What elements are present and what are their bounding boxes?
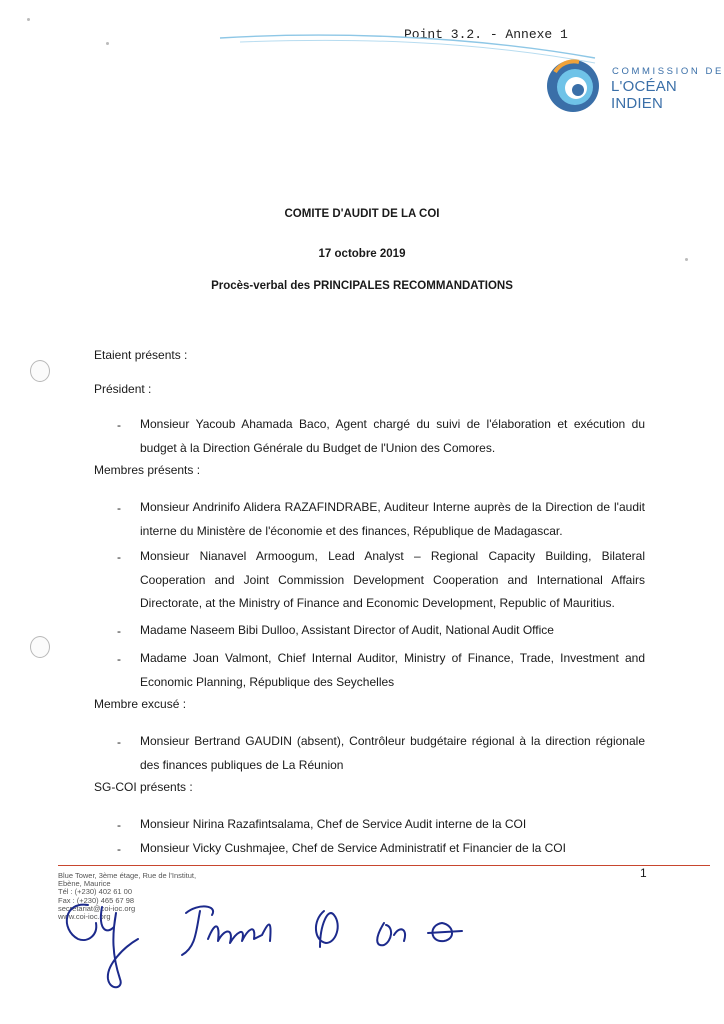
footer-phone: Tél : (+230) 402 61 00 [58, 887, 133, 897]
document-title: COMITE D'AUDIT DE LA COI [284, 208, 440, 220]
bullet-dash: - [117, 550, 121, 564]
section-label-sg-coi: SG-COI présents : [94, 780, 193, 794]
footer-email: secretariat@coi-ioc.org [58, 903, 136, 913]
attendee-excused-reunion: Monsieur Bertrand GAUDIN (absent), Contrôleur budgétaire régional à la direction régionale des finances publiques de La Réunion [140, 734, 645, 772]
footer-fax: Fax : (+230) 465 67 98 [58, 895, 135, 905]
bullet-dash: - [117, 624, 121, 638]
scan-speck [27, 18, 30, 21]
footer-website: www.coi-ioc.org [58, 912, 111, 922]
footer-address-line: Ebène, Maurice [58, 879, 111, 889]
bullet-dash: - [117, 842, 121, 856]
handwritten-initials-signatures [58, 895, 478, 1005]
bullet-dash: - [117, 418, 121, 432]
logo-text-commission: COMMISSION DE [612, 66, 724, 77]
bullet-dash: - [117, 652, 121, 666]
footer-rule [58, 865, 710, 866]
attendee-member-audit-office: Madame Naseem Bibi Dulloo, Assistant Director of Audit, National Audit Office [140, 623, 554, 637]
footer-address-line: Blue Tower, 3ème étage, Rue de l'Institut, [58, 871, 197, 880]
attendee-sg-finance: Monsieur Vicky Cushmajee, Chef de Service Administratif et Financier de la COI [140, 841, 566, 855]
attendee-member-madagascar: Monsieur Andrinifo Alidera RAZAFINDRABE, Auditeur Interne auprès de la Direction de l'audit interne du Ministère de l'économie et des finances, République de Madagascar. [140, 500, 645, 538]
document-date: 17 octobre 2019 [318, 248, 406, 260]
document-subject: Procès-verbal des PRINCIPALES RECOMMANDATIONS [211, 280, 513, 292]
bullet-dash: - [117, 501, 121, 515]
attendee-member-seychelles: Madame Joan Valmont, Chief Internal Auditor, Ministry of Finance, Trade, Investment and Economic Planning, République des Seychelles [140, 651, 645, 689]
page-number: 1 [640, 866, 647, 880]
bullet-dash: - [117, 818, 121, 832]
section-label-present: Etaient présents : [94, 348, 188, 362]
attendee-member-mauritius: Monsieur Nianavel Armoogum, Lead Analyst – Regional Capacity Building, Bilateral Cooperation and Joint Commission Development Cooperation and International Affairs Directorate, at the Ministry of Finance and Economic Development, Republic of Mauritius. [140, 549, 645, 610]
attendee-sg-audit: Monsieur Nirina Razafintsalama, Chef de Service Audit interne de la COI [140, 817, 527, 831]
section-label-members: Membres présents : [94, 463, 201, 477]
section-label-excused: Membre excusé : [94, 697, 187, 711]
annex-reference: Point 3.2. - Annexe 1 [404, 27, 568, 42]
punch-hole [30, 360, 50, 382]
logo-text-ocean-indien: L'OCÉAN INDIEN [611, 78, 677, 112]
punch-hole [30, 636, 50, 658]
bullet-dash: - [117, 735, 121, 749]
header-swoosh-decoration [200, 28, 600, 68]
section-label-president: Président : [94, 382, 152, 396]
scan-speck [106, 42, 109, 45]
attendee-president: Monsieur Yacoub Ahamada Baco, Agent chargé du suivi de l'élaboration et exécution du budget à la Direction Générale du Budget de l'Union des Comores. [140, 417, 645, 455]
